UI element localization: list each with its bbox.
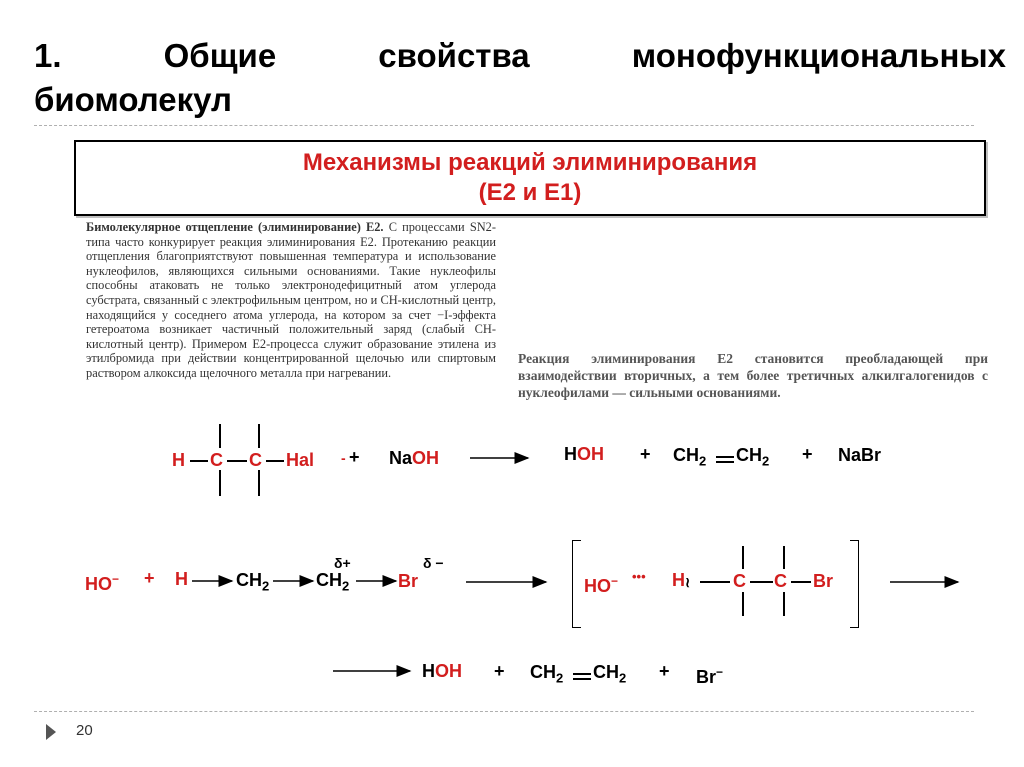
r3-plus-1: + xyxy=(494,661,505,681)
r2-ch2-b: $CH_2$ xyxy=(316,570,350,594)
title-word-3: монофункциональных xyxy=(631,37,1006,74)
title-number: 1. xyxy=(34,37,62,74)
e2-description-body: С процессами SN2-типа часто конкурирует реакция элиминирования E2. Протеканию реакции отщепления благоприятствуют повышенная температура и использование нуклеофилов, являющихся сильными основаниями. Такие нуклеофилы способны атаковать не только электронодефицитный атом углерода субстрата, связанный с электрофильным центром, но и CH-кислотный центр, находящийся у соседнего атома углерода, на котором за счет −I-эффекта гетероатома возникает частичный положительный заряд (слабый CH-кислотный центр). Примером E2-процесса служит образование этилена из этилбромида при действии концентрированной щелочью или спиртовым раствором алкоксида щелочного металла при нагревании. xyxy=(86,220,496,380)
r2-plus-1: + xyxy=(144,568,155,588)
r1-naoh: NaOH xyxy=(389,448,440,468)
r1-minus: - xyxy=(341,450,346,466)
ts-c1: C xyxy=(733,571,746,591)
e2-predominance-text: Реакция элиминирования E2 становится преобладающей при взаимодействии вторичных, а тем более третичных алкилгалогенидов с нуклеофилами — сильными основаниями. xyxy=(518,351,988,400)
ts-br: Br xyxy=(813,571,834,591)
r3-plus-2: + xyxy=(659,661,670,681)
r1-plus-2: + xyxy=(640,444,651,464)
page-number: 20 xyxy=(76,722,93,739)
r2-hydroxide: HO− xyxy=(85,572,120,594)
r3-ch2-b: $CH_2$ xyxy=(593,662,627,686)
r3-ch2-a: $CH_2$ xyxy=(530,662,564,686)
box-title: Механизмы реакций элиминирования xyxy=(302,149,758,176)
footer-divider xyxy=(34,711,974,712)
r2-delta-plus: δ+ xyxy=(334,555,351,571)
r1-c1: C xyxy=(210,450,223,470)
r1-h: H xyxy=(172,450,185,470)
box-subtitle: (E2 и E1) xyxy=(478,179,582,206)
title-word-2: свойства xyxy=(378,37,530,74)
r2-delta-minus: δ − xyxy=(423,555,444,571)
title-line-2: биомолекул xyxy=(34,81,232,118)
title-word-1: Общие xyxy=(163,37,277,74)
ts-c2: C xyxy=(774,571,787,591)
ts-wavy-bond: ≀ xyxy=(685,574,691,590)
r1-ch2-b: $CH_2$ xyxy=(736,445,770,469)
r3-hoh: HOH xyxy=(422,661,462,681)
r2-ch2-a: $CH_2$ xyxy=(236,570,270,594)
ts-dots: ••• xyxy=(632,569,646,584)
r1-nabr: NaBr xyxy=(838,445,882,465)
r1-c2: C xyxy=(249,450,262,470)
ts-hydroxide: HO− xyxy=(584,574,619,596)
r1-plus-3: + xyxy=(802,444,813,464)
r2-h: H xyxy=(175,569,188,589)
r1-plus-1: + xyxy=(349,447,360,467)
ts-h: H xyxy=(672,570,685,590)
r2-br: Br xyxy=(398,571,419,591)
r1-hoh: HOH xyxy=(564,444,604,464)
e2-description-heading: Бимолекулярное отщепление (элиминирование) E2. xyxy=(86,220,384,234)
nav-arrow-icon[interactable] xyxy=(46,724,56,740)
r3-bromide: Br− xyxy=(696,665,724,687)
r1-ch2-a: $CH_2$ xyxy=(673,445,707,469)
r1-hal: Hal xyxy=(286,450,315,470)
